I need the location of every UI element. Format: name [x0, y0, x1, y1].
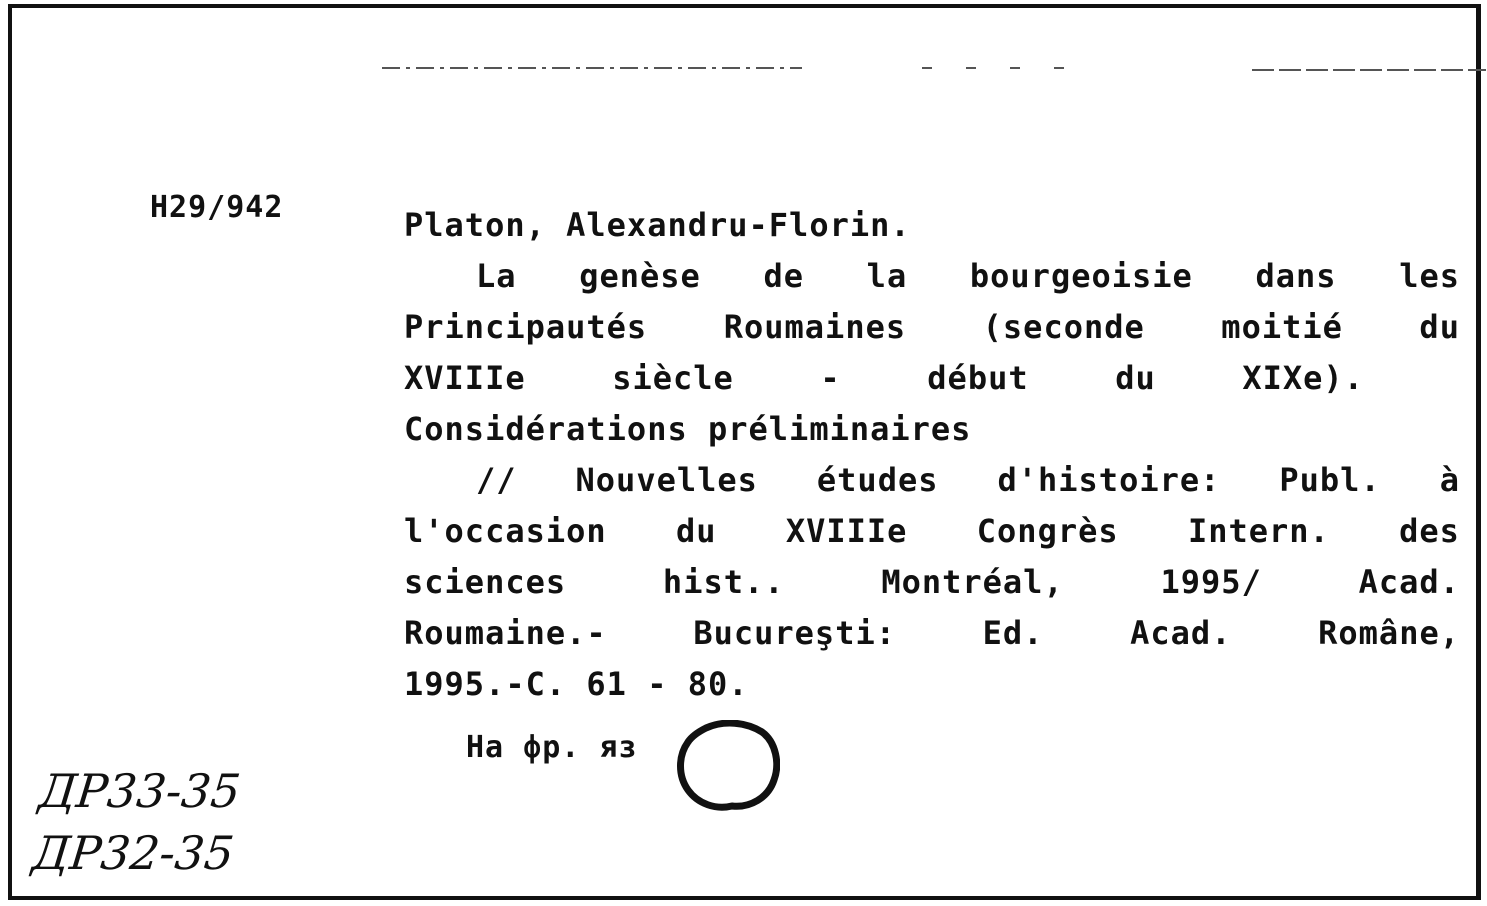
handwritten-note-2: ДР32-35: [29, 826, 237, 880]
title-line-3: XVIIIe siècle - début du XIXe).: [404, 359, 1364, 397]
call-number: H29/942: [150, 190, 284, 225]
source-line-5: 1995.-C. 61 - 80.: [404, 665, 749, 703]
title-line-1: La genèse de la bourgeoisie dans les: [476, 257, 1460, 295]
source-line-1: // Nouvelles études d'histoire: Publ. à: [476, 461, 1460, 499]
author-line: Platon, Alexandru-Florin.: [404, 206, 911, 244]
source-line-2: l'occasion du XVIIIe Congrès Intern. des: [404, 512, 1460, 550]
handwritten-shelf-notes: [29, 760, 243, 884]
faint-dashed-rule: [382, 64, 1486, 76]
source-line-3: sciences hist.. Montréal, 1995/ Acad.: [404, 563, 1460, 601]
title-line-4: Considérations préliminaires: [404, 410, 972, 448]
language-note: На фр. яз: [466, 730, 638, 765]
bibliographic-entry: [404, 200, 1460, 710]
circle-stamp-icon: [676, 720, 780, 812]
source-line-4: Roumaine.- Bucureşti: Ed. Acad. Române,: [404, 614, 1460, 652]
title-line-2: Principautés Roumaines (seconde moitié du: [404, 308, 1460, 346]
catalog-card: [8, 4, 1481, 900]
handwritten-note-1: ДР33-35: [36, 764, 244, 818]
